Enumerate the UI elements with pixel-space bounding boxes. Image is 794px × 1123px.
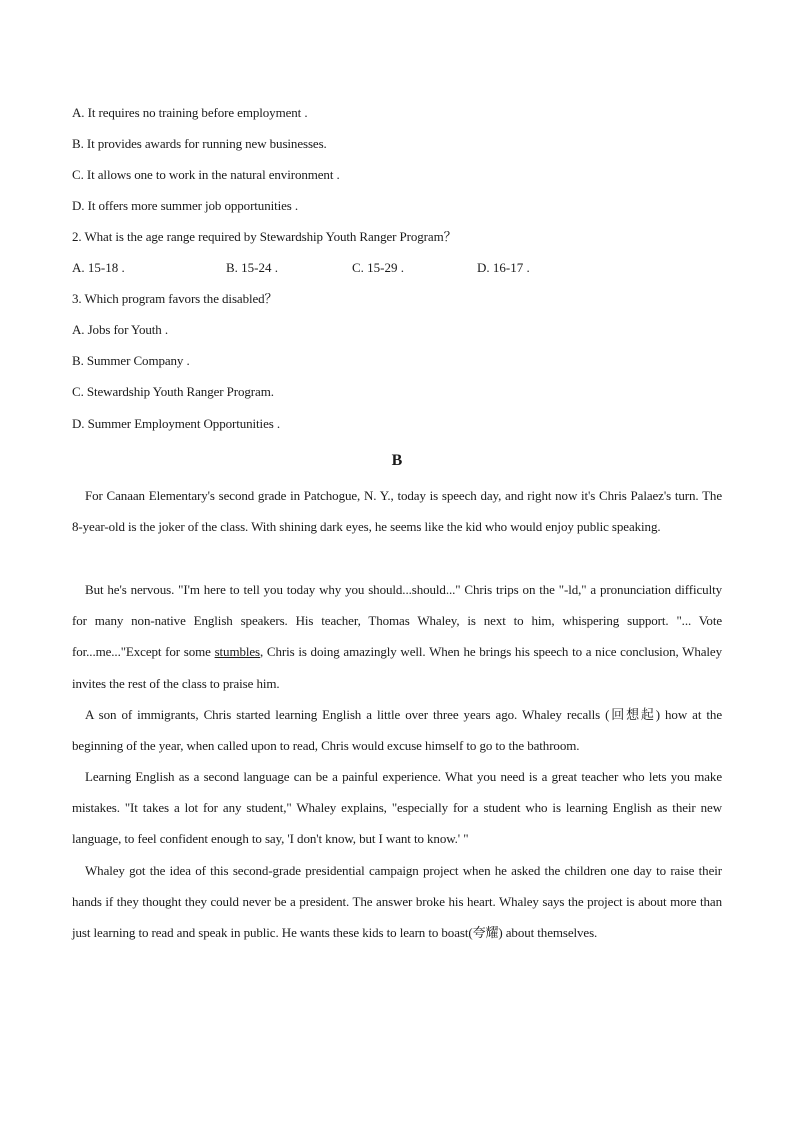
paragraph-2-text-end: , Chris is doing amazingly well. When he brings his speech to a nice conclusion, Whaley invites the rest of the class to praise him. — [72, 644, 722, 691]
q1-option-b: B. It provides awards for running new businesses. — [72, 136, 327, 151]
q3-option-b: B. Summer Company . — [72, 353, 190, 368]
q3-option-a: A. Jobs for Youth . — [72, 322, 168, 337]
passage-paragraph-3: A son of immigrants, Chris started learning English a little over three years ago. Whaley recalls (回想起) how at the beginning of the year, when called upon to read, Chris would excuse himself to go to the bathroom. — [72, 707, 722, 754]
q1-option-c: C. It allows one to work in the natural environment . — [72, 167, 340, 182]
q1-option-a: A. It requires no training before employment . — [72, 105, 308, 120]
q3-question: 3. Which program favors the disabled？ — [72, 291, 278, 306]
q3-option-c: C. Stewardship Youth Ranger Program. — [72, 384, 274, 399]
passage-paragraph-5: Whaley got the idea of this second-grade presidential campaign project when he asked the children one day to raise their hands if they thought they could never be a president. The answer broke his heart. Whaley says the project is about more than just learning to read and speak in public. He wants these kids to learn to boast(夸耀) about themselves. — [72, 863, 722, 941]
passage-paragraph-4: Learning English as a second language can be a painful experience. What you need is a great teacher who lets you make mistakes. "It takes a lot for any student," Whaley explains, "especially for a student who is learning English as their new language, to feel confident enough to say, 'I don't know, but I want to know.' " — [72, 769, 722, 847]
q2-question: 2. What is the age range required by Stewardship Youth Ranger Program？ — [72, 229, 457, 244]
section-b-heading: B — [391, 452, 403, 469]
q3-option-d: D. Summer Employment Opportunities . — [72, 416, 280, 431]
q2-option-d: D. 16-17 . — [477, 260, 530, 275]
q1-option-d: D. It offers more summer job opportunities . — [72, 198, 299, 213]
passage-paragraph-2 — [72, 574, 722, 699]
q2-option-c: C. 15-29 . — [352, 260, 404, 275]
q2-option-b: B. 15-24 . — [226, 260, 278, 275]
underlined-word-stumbles: stumbles — [214, 644, 261, 660]
paragraph-2-text-start: But he's nervous. "I'm here to tell you today why you should...should..." Chris trips on the "-ld," a pronunciation difficulty for many non-native English speakers. His teacher, Thomas Whaley, is next to him, whispering support. "... Vote for...me..."Except for some — [72, 582, 722, 660]
passage-paragraph-1: For Canaan Elementary's second grade in Patchogue, N. Y., today is speech day, and right now it's Chris Palaez's turn. The 8-year-old is the joker of the class. With shining dark eyes, he seems like the kid who would enjoy public speaking. — [72, 488, 722, 535]
q2-option-a: A. 15-18 . — [72, 260, 125, 275]
